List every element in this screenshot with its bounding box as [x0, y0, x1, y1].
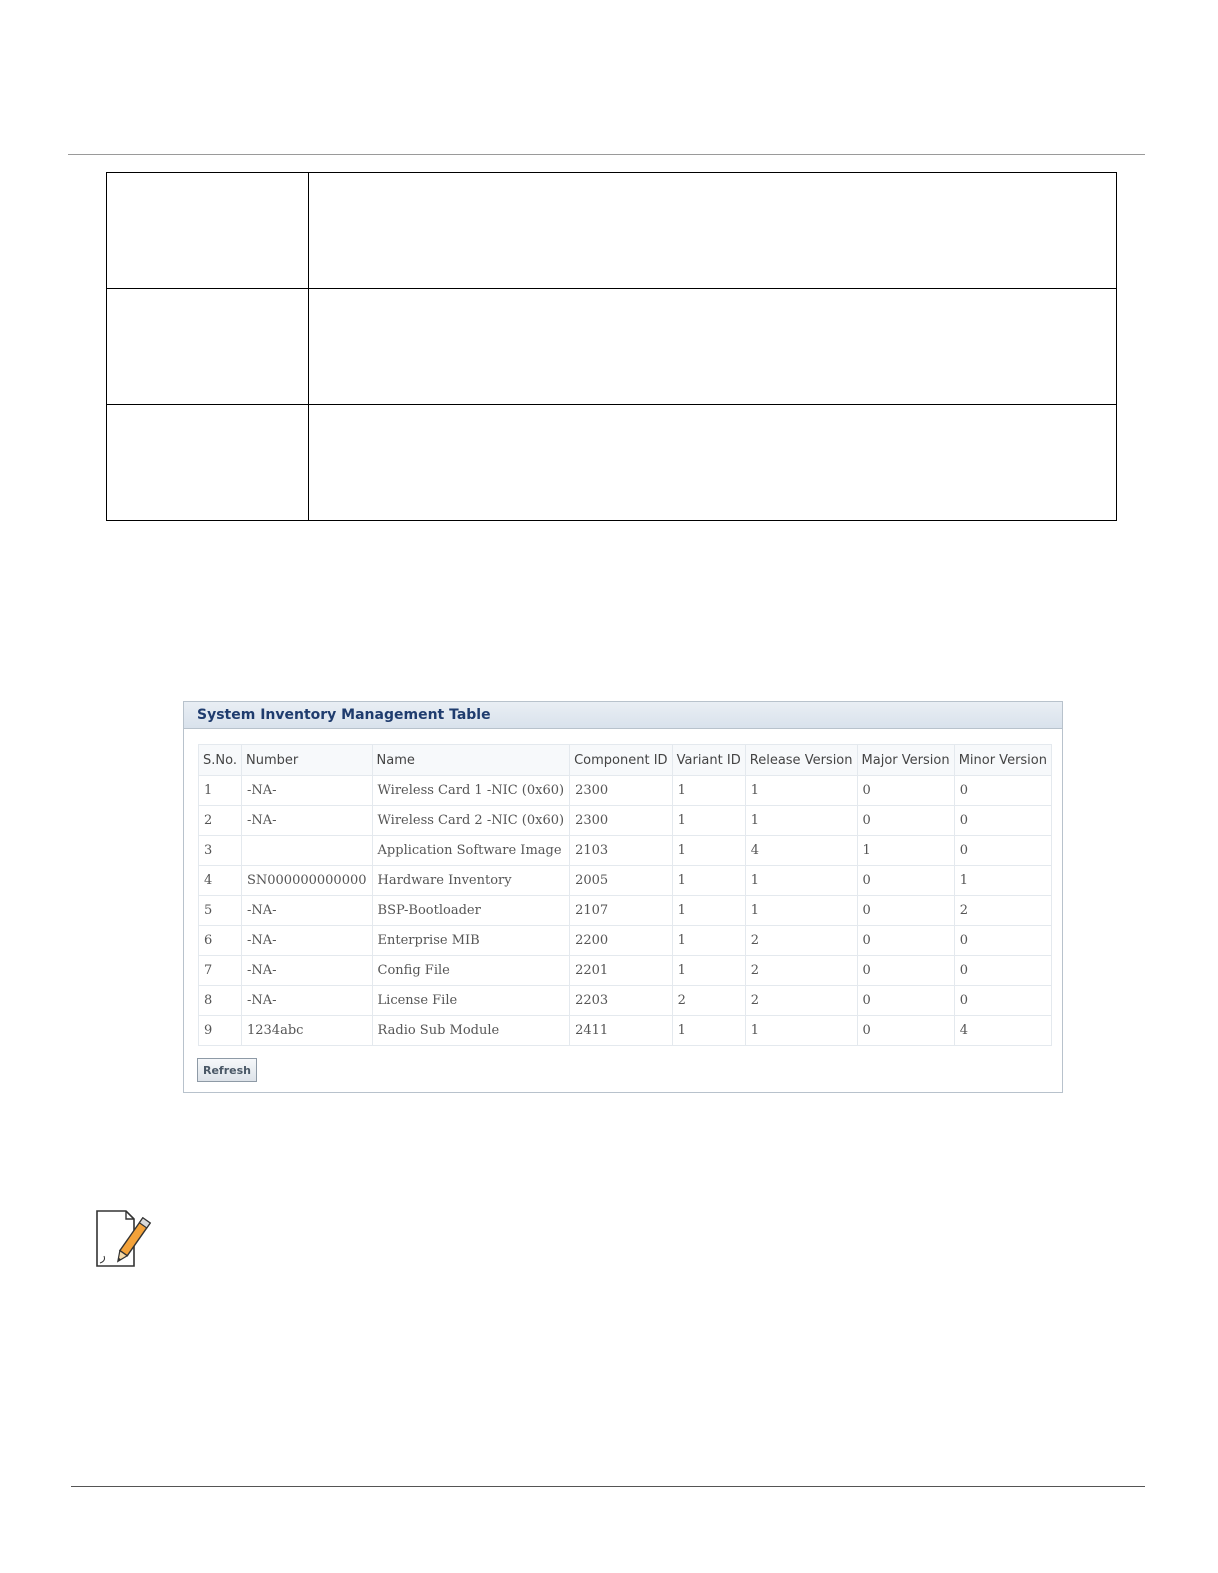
cell-variant-id: 1	[672, 926, 745, 956]
cell-number: -NA-	[241, 896, 372, 926]
cell-component-id: 2201	[570, 956, 673, 986]
definition-row	[107, 173, 1117, 289]
cell-name: Config File	[372, 956, 570, 986]
cell-major-version: 0	[857, 986, 954, 1016]
cell-sno: 8	[199, 986, 242, 1016]
cell-name: Hardware Inventory	[372, 866, 570, 896]
table-row	[199, 776, 1052, 806]
cell-major-version: 0	[857, 926, 954, 956]
cell-sno: 3	[199, 836, 242, 866]
cell-sno: 6	[199, 926, 242, 956]
column-header-name: Name	[372, 745, 570, 776]
cell-component-id: 2200	[570, 926, 673, 956]
column-header-component-id: Component ID	[570, 745, 673, 776]
cell-major-version: 0	[857, 806, 954, 836]
definition-description-cell	[309, 173, 1117, 289]
cell-major-version: 0	[857, 956, 954, 986]
definition-term-cell	[107, 405, 309, 521]
table-row	[199, 806, 1052, 836]
column-header-minor-version: Minor Version	[954, 745, 1051, 776]
cell-release-version: 1	[745, 776, 857, 806]
cell-component-id: 2107	[570, 896, 673, 926]
cell-minor-version: 1	[954, 866, 1051, 896]
table-row	[199, 866, 1052, 896]
cell-number: -NA-	[241, 986, 372, 1016]
cell-minor-version: 4	[954, 1016, 1051, 1046]
definition-term-cell	[107, 173, 309, 289]
cell-release-version: 1	[745, 1016, 857, 1046]
cell-name: License File	[372, 986, 570, 1016]
column-header-number: Number	[241, 745, 372, 776]
inventory-table	[198, 744, 1052, 1046]
cell-minor-version: 0	[954, 806, 1051, 836]
cell-variant-id: 1	[672, 776, 745, 806]
panel-title: System Inventory Management Table	[184, 702, 1062, 729]
cell-sno: 4	[199, 866, 242, 896]
cell-name: Wireless Card 2 -NIC (0x60)	[372, 806, 570, 836]
cell-component-id: 2300	[570, 806, 673, 836]
definition-row	[107, 289, 1117, 405]
cell-sno: 1	[199, 776, 242, 806]
table-row	[199, 1016, 1052, 1046]
cell-variant-id: 1	[672, 836, 745, 866]
column-header-release-version: Release Version	[745, 745, 857, 776]
cell-major-version: 0	[857, 776, 954, 806]
cell-sno: 7	[199, 956, 242, 986]
cell-component-id: 2005	[570, 866, 673, 896]
cell-variant-id: 2	[672, 986, 745, 1016]
column-header-variant-id: Variant ID	[672, 745, 745, 776]
cell-major-version: 0	[857, 896, 954, 926]
cell-sno: 2	[199, 806, 242, 836]
cell-minor-version: 0	[954, 836, 1051, 866]
cell-name: Wireless Card 1 -NIC (0x60)	[372, 776, 570, 806]
cell-variant-id: 1	[672, 806, 745, 836]
cell-sno: 5	[199, 896, 242, 926]
footer-rule	[71, 1486, 1145, 1487]
cell-number: -NA-	[241, 806, 372, 836]
column-header-major-version: Major Version	[857, 745, 954, 776]
cell-component-id: 2300	[570, 776, 673, 806]
cell-component-id: 2203	[570, 986, 673, 1016]
cell-number: SN000000000000	[241, 866, 372, 896]
definition-term-cell	[107, 289, 309, 405]
table-row	[199, 956, 1052, 986]
cell-minor-version: 0	[954, 956, 1051, 986]
header-rule	[68, 154, 1145, 155]
cell-variant-id: 1	[672, 896, 745, 926]
cell-major-version: 0	[857, 1016, 954, 1046]
cell-number: -NA-	[241, 956, 372, 986]
table-row	[199, 896, 1052, 926]
cell-major-version: 0	[857, 866, 954, 896]
cell-component-id: 2103	[570, 836, 673, 866]
cell-number	[241, 836, 372, 866]
cell-release-version: 2	[745, 956, 857, 986]
cell-minor-version: 2	[954, 896, 1051, 926]
cell-release-version: 1	[745, 806, 857, 836]
cell-name: Application Software Image	[372, 836, 570, 866]
column-header-sno: S.No.	[199, 745, 242, 776]
cell-number: 1234abc	[241, 1016, 372, 1046]
definition-description-cell	[309, 405, 1117, 521]
cell-variant-id: 1	[672, 866, 745, 896]
cell-minor-version: 0	[954, 986, 1051, 1016]
cell-name: Enterprise MIB	[372, 926, 570, 956]
note-pencil-icon	[92, 1206, 154, 1272]
table-row	[199, 926, 1052, 956]
cell-sno: 9	[199, 1016, 242, 1046]
definition-row	[107, 405, 1117, 521]
cell-number: -NA-	[241, 926, 372, 956]
cell-minor-version: 0	[954, 926, 1051, 956]
table-row	[199, 986, 1052, 1016]
cell-release-version: 2	[745, 926, 857, 956]
cell-release-version: 2	[745, 986, 857, 1016]
cell-release-version: 1	[745, 866, 857, 896]
definition-description-cell	[309, 289, 1117, 405]
cell-release-version: 4	[745, 836, 857, 866]
table-row	[199, 836, 1052, 866]
definition-table	[106, 172, 1117, 521]
table-header-row	[199, 745, 1052, 776]
cell-variant-id: 1	[672, 956, 745, 986]
cell-name: BSP-Bootloader	[372, 896, 570, 926]
refresh-button[interactable]: Refresh	[197, 1058, 257, 1082]
cell-minor-version: 0	[954, 776, 1051, 806]
cell-variant-id: 1	[672, 1016, 745, 1046]
cell-major-version: 1	[857, 836, 954, 866]
cell-name: Radio Sub Module	[372, 1016, 570, 1046]
cell-component-id: 2411	[570, 1016, 673, 1046]
cell-number: -NA-	[241, 776, 372, 806]
inventory-panel	[183, 701, 1063, 1093]
cell-release-version: 1	[745, 896, 857, 926]
